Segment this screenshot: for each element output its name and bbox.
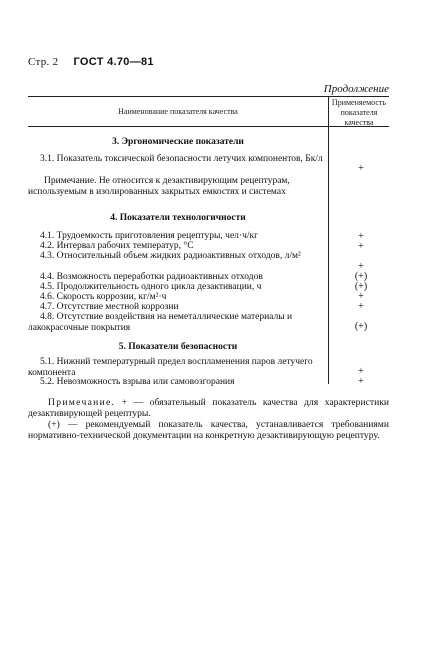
note-mandatory-text: + — обязательный показатель качества для характеристики дезактивирующей рецептуры. (28, 397, 389, 419)
applicability-mark: (+) (354, 321, 368, 332)
applicability-mark: + (358, 301, 364, 312)
section-title: 3. Эргономические показатели (112, 137, 244, 147)
table-note-row: Примечание. Не относится к дезактивирующим рецептурам, используемым в изолированных закрытых емкостях и системах (28, 176, 290, 197)
note-recommended: (+) — рекомендуемый показатель качества, устанавливается требованиями нормативно-технической документации на конкретную дезактивирующую рецептуру. (28, 419, 389, 441)
column-header-applicability: Применяемость показателя качества (331, 98, 387, 127)
table-row: 4.6. Скорость коррозии, кг/м²·ч (40, 292, 167, 302)
gost-number: ГОСТ 4.70—81 (73, 56, 154, 68)
applicability-mark: + (358, 163, 364, 174)
applicability-mark: (+) (354, 271, 368, 282)
applicability-mark: + (358, 376, 364, 387)
continuation-label: Продолжение (323, 83, 389, 95)
note-mandatory (28, 397, 389, 419)
column-header-name: Наименование показателя качества (118, 107, 238, 116)
table-row: 4.4. Возможность переработки радиоактивных отходов (40, 272, 263, 282)
section-title: 4. Показатели технологичности (110, 213, 246, 223)
applicability-mark: + (358, 231, 364, 242)
table-row: 3.1. Показатель токсической безопасности летучих компонентов, Бк/л (40, 154, 323, 164)
section-title: 5. Показатели безопасности (118, 342, 238, 352)
table-row: 4.7. Отсутствие местной коррозии (40, 302, 179, 312)
table-row: 4.2. Интервал рабочих температур, °С (40, 241, 194, 251)
applicability-mark: + (358, 366, 364, 377)
page-header (28, 56, 154, 68)
table-row: 5.2. Невозможность взрыва или самовозгорания (40, 377, 235, 387)
notes (28, 397, 389, 441)
applicability-mark: + (358, 241, 364, 252)
table-row: 4.3. Относительный объем жидких радиоактивных отходов, л/м² (40, 251, 301, 261)
note-lead: Примечание. (48, 397, 116, 408)
table-row: 5.1. Нижний температурный предел воспламенения паров летучего компонента (28, 357, 313, 378)
applicability-mark: + (358, 261, 364, 272)
table-row: 4.5. Продолжительность одного цикла дезактивации, ч (40, 282, 262, 292)
applicability-mark: + (358, 291, 364, 302)
table-row: 4.1. Трудоемкость приготовления рецептуры, чел·ч/кг (40, 231, 259, 241)
table-row: 4.8. Отсутствие воздействия на неметаллические материалы и лакокрасочные покрытия (28, 312, 293, 333)
quality-indicators-table (28, 96, 389, 387)
page-number: Стр. 2 (28, 56, 59, 68)
applicability-mark: (+) (354, 281, 368, 292)
